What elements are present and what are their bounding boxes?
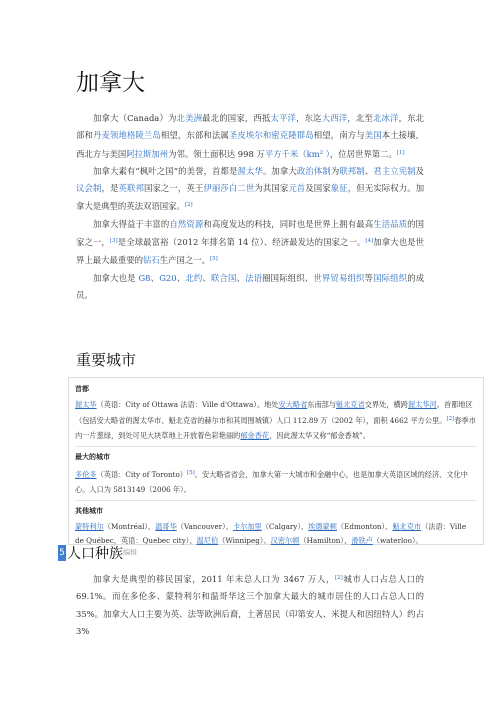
text: 的成员。 [76, 272, 425, 300]
text: 最北的国家，西抵 [202, 113, 271, 123]
ref-capital[interactable]: [2] [446, 416, 455, 423]
link-vancouver[interactable]: 温哥华 [155, 521, 177, 531]
text: 等 [364, 272, 374, 283]
intro-paragraph-1 [76, 110, 424, 163]
text: 相望，南方与 [313, 130, 365, 141]
link-ontario[interactable]: 安大略省 [278, 399, 308, 409]
text: 相望，东部和法属 [160, 130, 229, 141]
link-arctic[interactable]: 北冰洋 [372, 113, 399, 123]
text: 、 [176, 272, 186, 283]
link-elizabeth[interactable]: 伊丽莎白二世 [203, 183, 255, 194]
link-nato[interactable]: 北约 [185, 272, 203, 283]
intro-section [76, 110, 424, 304]
cities-heading: 重要城市 [76, 351, 137, 369]
text: 为其国家 [254, 183, 289, 194]
link-g20[interactable]: G20 [159, 272, 177, 283]
population-paragraph [76, 570, 424, 640]
link-toronto[interactable]: 多伦多 [75, 469, 97, 479]
text: （Hamilton）、 [299, 536, 352, 546]
text: 春季市内一片葱绿，到处可见大块草地上开放着色彩艳丽的 [75, 416, 476, 440]
link-atlantic[interactable]: 大西洋 [321, 113, 348, 123]
text: 国家之一，英王 [143, 183, 204, 194]
text: 、 [150, 272, 160, 283]
text: 是全球最富裕（2012 年排名第 14 位）、经济最发达的国家之一。 [117, 237, 366, 248]
text: （Calgary）、 [261, 521, 309, 531]
other-head: 其他城市 [75, 507, 103, 516]
text: 交界处，横跨 [364, 399, 408, 409]
intro-paragraph-4 [76, 270, 424, 305]
largest-head: 最大的城市 [75, 453, 110, 462]
link-saint-pierre[interactable]: 圣皮埃尔和密克隆群岛 [228, 130, 314, 141]
link-edmonton[interactable]: 埃德蒙顿 [308, 521, 337, 531]
cities-box [68, 377, 484, 545]
text: （waterloo）。 [372, 536, 423, 546]
capital-head: 首都 [75, 385, 89, 393]
link-hamilton[interactable]: 汉密尔顿 [270, 536, 300, 546]
text: 的国家之一， [76, 218, 425, 248]
text: 及 [415, 165, 425, 176]
link-wto[interactable]: 世界贸易组织 [313, 272, 365, 283]
ref-2[interactable]: [2] [184, 202, 193, 209]
text: 生产国之一。 [159, 255, 210, 266]
text: ，因此渥太华又称“郁金香城”。 [269, 430, 370, 440]
text: （法语：Ville de Québec，英语：Quebec city）、 [75, 521, 467, 546]
largest-city-section [75, 450, 477, 501]
link-international-orgs[interactable]: 国际组织 [373, 272, 408, 283]
link-ottawa-city[interactable]: 渥太华 [75, 399, 97, 409]
ref-4[interactable]: [4] [365, 238, 374, 245]
link-french[interactable]: 法语 [245, 272, 263, 283]
text: （Winnipeg）、 [218, 536, 271, 546]
text: 、 [364, 165, 374, 176]
link-square-km[interactable]: 平方千米（km² ） [264, 148, 330, 159]
link-ottawa[interactable]: 渥太华 [237, 165, 263, 176]
link-natural-resources[interactable]: 自然资源 [169, 218, 204, 229]
link-montreal[interactable]: 蒙特利尔 [75, 521, 104, 531]
link-life-quality[interactable]: 生活品质 [373, 218, 408, 229]
text: ，但无实际权力。加拿大是典型的英法双语国家。 [76, 183, 425, 212]
text: 加拿大也是 [93, 272, 139, 283]
text: ，东北部和 [76, 113, 425, 141]
link-winnipeg[interactable]: 温尼伯 [196, 536, 219, 546]
link-g8[interactable]: G8 [138, 272, 151, 283]
edit-link[interactable]: 编辑 [123, 548, 137, 557]
text: 为 [330, 165, 340, 176]
text: （英语：City of Ottawa 法语：Ville d'Ottawa）。地处 [96, 399, 279, 409]
text: 城市人口占总人口的 69.1%。而在多伦多、蒙特利尔和温哥华这三个加拿大最大的城市居住的人口占总人口的 35%。加拿大人口主要为英、法等欧洲后裔，土著居民（印第安人、米提人和因纽特人）约占 3% [76, 574, 424, 636]
link-head-of-state[interactable]: 元首 [288, 183, 306, 194]
link-parliamentary[interactable]: 议会制 [76, 183, 102, 194]
text: 和高度发达的科技，同时也是世界上拥有最高 [203, 218, 374, 229]
text: ，位居世界第二。 [329, 148, 397, 159]
link-federal[interactable]: 联邦制 [339, 165, 365, 176]
link-greenland[interactable]: 丹麦领地格陵兰岛 [92, 130, 161, 141]
text: 为邻。领土面积达 998 万 [168, 148, 265, 159]
section-number-badge: 5 [58, 545, 66, 561]
text: 加拿大也是世界上最大最重要的 [76, 237, 425, 266]
text: ，北至 [347, 113, 373, 123]
ref-toronto[interactable]: [5] [187, 469, 195, 476]
link-un[interactable]: 联合国 [210, 272, 237, 283]
ref-1[interactable]: [1] [396, 149, 405, 156]
text: 。首都地区（包括安大略省的渥太华市、魁北克省的赫尔市和其周围城镇）人口 112.89 万（2002 年），面积 4662 平方公里。 [75, 399, 473, 426]
link-constitutional-monarchy[interactable]: 君主立宪制 [373, 165, 416, 176]
link-quebec[interactable]: 魁北克省 [336, 399, 365, 409]
text: （Montréal）、 [103, 521, 156, 531]
population-heading: 人口种族 [67, 545, 123, 562]
text: 加拿大（Canada）为 [93, 113, 177, 123]
link-political-system[interactable]: 政治体制 [296, 165, 331, 176]
link-waterloo[interactable]: 滑铁卢 [351, 536, 373, 546]
ref-3[interactable]: [3] [109, 238, 118, 245]
text: 、 [202, 272, 211, 283]
text: 加拿大素有“枫叶之国”的美誉，首都是 [93, 165, 238, 176]
text: （Vancouver）、 [176, 521, 233, 531]
page-title: 加拿大 [76, 70, 145, 96]
link-ottawa-river[interactable]: 渥太华河 [407, 399, 437, 409]
population-heading-row [58, 542, 137, 564]
link-symbol[interactable]: 象征 [330, 183, 348, 194]
link-quebec-city[interactable]: 魁北克市 [392, 521, 422, 531]
capital-section [75, 382, 477, 447]
text: ，是 [101, 183, 119, 194]
text: 、 [236, 272, 246, 283]
text: 。加拿大 [262, 165, 297, 176]
text: 东南部与 [307, 399, 337, 409]
largest-text [75, 466, 477, 497]
link-calgary[interactable]: 卡尔加里 [232, 521, 262, 531]
ref-population[interactable]: [2] [335, 575, 343, 581]
text: 本土接壤，西北方与美国 [76, 130, 425, 159]
link-commonwealth[interactable]: 英联邦 [118, 183, 144, 194]
text: 圈国际组织、 [262, 272, 314, 283]
intro-paragraph-2 [76, 163, 424, 216]
text: 加拿大是典型的移民国家，2011 年末总人口为 3467 万人， [93, 574, 335, 584]
ref-5[interactable]: [5] [210, 256, 218, 263]
population-section [76, 570, 424, 640]
link-tulip[interactable]: 郁金香花 [240, 430, 270, 440]
text: 加拿大得益于丰富的 [93, 218, 170, 229]
text: （英语：City of Toronto） [96, 469, 187, 479]
capital-text [75, 398, 477, 444]
link-diamond[interactable]: 钻石 [143, 255, 160, 266]
text: 及国家 [305, 183, 331, 194]
link-usa[interactable]: 美国 [364, 130, 382, 141]
intro-paragraph-3 [76, 216, 424, 270]
text: 。安大略省省会，加拿大第一大城市和金融中心，也是加拿大英语区域的经济、文化中心。人口为 5813149（2006 年）。 [75, 469, 468, 494]
text: （Edmonton）、 [336, 521, 393, 531]
link-north-america[interactable]: 北美洲 [176, 113, 203, 123]
link-alaska[interactable]: 阿拉斯加州 [126, 148, 169, 159]
link-pacific[interactable]: 太平洋 [270, 113, 297, 123]
text: ，东迄 [296, 113, 322, 123]
